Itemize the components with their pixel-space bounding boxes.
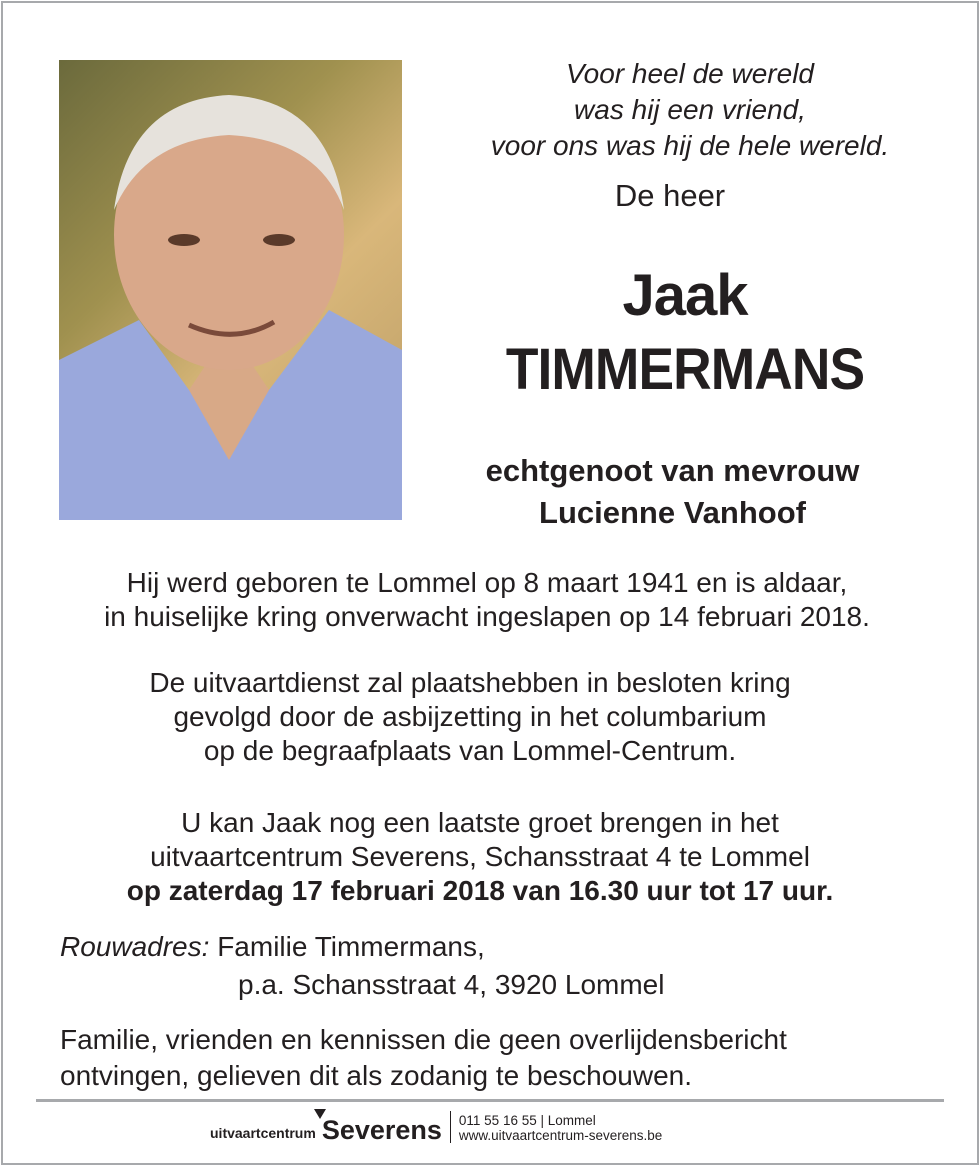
- memorial-quote: [420, 56, 960, 164]
- address-line1: Familie Timmermans,: [217, 931, 485, 962]
- website-link[interactable]: www.uitvaartcentrum-severens.be: [458, 1128, 663, 1143]
- service-paragraph: [0, 666, 960, 768]
- visit-paragraph: [0, 806, 970, 908]
- triangle-icon: [314, 1109, 326, 1119]
- visit-datetime: op zaterdag 17 februari 2018 van 16.30 uur tot 17 uur.: [126, 875, 834, 906]
- text-line: uitvaartcentrum Severens, Schansstraat 4 te Lommel: [150, 841, 810, 872]
- first-name: Jaak: [622, 263, 748, 328]
- spouse-line: echtgenoot van mevrouw: [485, 453, 860, 488]
- phone: 011 55 16 55 | Lommel: [458, 1113, 596, 1128]
- last-name: TIMMERMANS: [505, 337, 865, 402]
- logo-brand: [322, 1115, 442, 1146]
- text-line: ontvingen, gelieven dit als zodanig te beschouwen.: [60, 1060, 692, 1091]
- contact-info: [459, 1113, 662, 1143]
- address-label: Rouwadres:: [60, 931, 210, 962]
- spouse-name: Lucienne Vanhoof: [539, 495, 806, 530]
- quote-line: voor ons was hij de hele wereld.: [490, 130, 890, 161]
- text-line: U kan Jaak nog een laatste groet brengen in het: [181, 807, 779, 838]
- text-line: gevolgd door de asbijzetting in het columbarium: [173, 701, 767, 732]
- honorific: De heer: [614, 178, 726, 213]
- brand-name: Severens: [321, 1115, 442, 1145]
- mourning-address: [60, 928, 664, 1004]
- text-line: op de begraafplaats van Lommel-Centrum.: [203, 735, 737, 766]
- text-line: Hij werd geboren te Lommel op 8 maart 1941 en is aldaar,: [126, 567, 848, 598]
- spouse-info: [400, 450, 945, 534]
- address-line2: p.a. Schansstraat 4, 3920 Lommel: [238, 969, 665, 1000]
- notice-paragraph: [60, 1022, 787, 1094]
- logo-prefix: uitvaartcentrum: [210, 1125, 316, 1141]
- text-line: in huiselijke kring onverwacht ingeslapen op 14 februari 2018.: [104, 601, 870, 632]
- funeral-home-footer: [210, 1106, 662, 1146]
- quote-line: Voor heel de wereld: [565, 58, 814, 89]
- divider: [36, 1099, 944, 1102]
- separator: [450, 1111, 451, 1143]
- quote-line: was hij een vriend,: [574, 94, 806, 125]
- portrait-photo: [59, 60, 402, 520]
- text-line: Familie, vrienden en kennissen die geen overlijdensbericht: [60, 1024, 787, 1055]
- text-line: De uitvaartdienst zal plaatshebben in besloten kring: [149, 667, 791, 698]
- birth-death-paragraph: [0, 566, 977, 634]
